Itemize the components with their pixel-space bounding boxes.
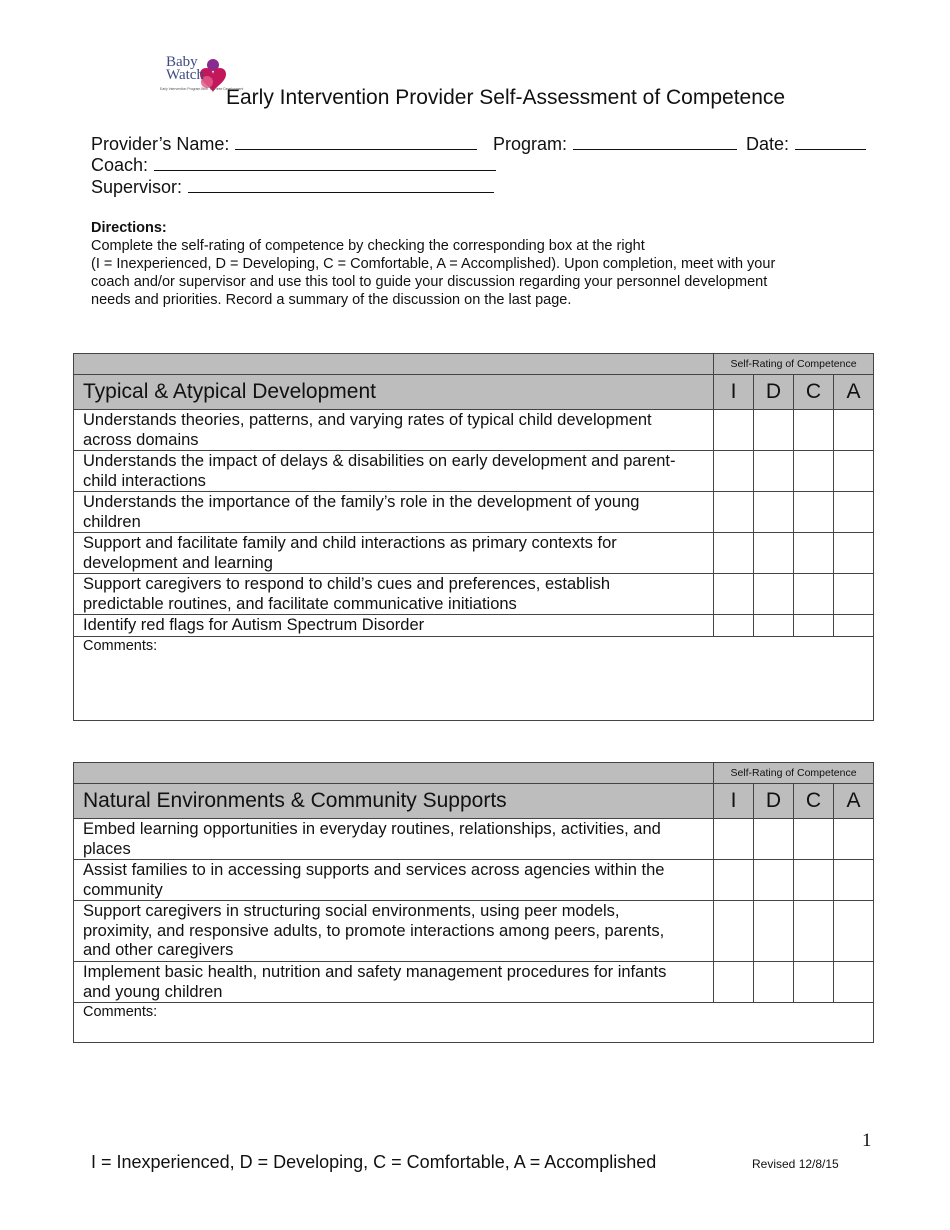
rating-box-c[interactable] [794,574,834,615]
date-label: Date: [746,134,790,154]
rating-box-c[interactable] [794,901,834,962]
rating-box-a[interactable] [834,901,874,962]
competency-item [74,451,714,492]
table-row [74,901,874,962]
rating-box-i[interactable] [714,451,754,492]
section-title: Natural Environments & Community Supports [74,784,714,819]
rating-box-d[interactable] [754,451,794,492]
rating-box-a[interactable] [834,860,874,901]
table-row [74,492,874,533]
coach-label: Coach: [91,155,149,175]
column-header-a: A [834,375,874,410]
supervisor-field[interactable] [91,177,494,198]
logo-tagline: Early Intervention Program Birth To Three Development [160,87,244,91]
rating-box-a[interactable] [834,962,874,1003]
coach-line[interactable] [154,155,496,171]
item-text: Identify red flags for Autism Spectrum Disorder [83,616,425,634]
comments-field[interactable] [74,1003,874,1043]
table-row [74,860,874,901]
directions-line: coach and/or supervisor and use this tool to guide your discussion regarding your personnel development [91,274,768,290]
item-text: Embed learning opportunities in everyday routines, relationships, activities, and [83,820,661,838]
rating-box-i[interactable] [714,962,754,1003]
rating-box-d[interactable] [754,574,794,615]
provider-name-label: Provider’s Name: [91,134,230,154]
page-number: 1 [862,1130,872,1151]
rating-box-c[interactable] [794,410,834,451]
date-line[interactable] [795,134,866,150]
rating-box-i[interactable] [714,533,754,574]
item-text: places [83,839,131,858]
date-field[interactable] [746,134,866,155]
rating-box-c[interactable] [794,615,834,637]
item-text: and other caregivers [83,941,234,959]
column-header-c: C [794,375,834,410]
item-text: Support and facilitate family and child interactions as primary contexts for [83,534,617,552]
section-natural-environments [73,762,874,1043]
rating-box-c[interactable] [794,819,834,860]
comments-field[interactable] [74,637,874,721]
table-row [74,615,874,637]
rating-box-d[interactable] [754,533,794,574]
competency-item [74,574,714,615]
comments-label: Comments: [83,638,158,654]
competency-item [74,860,714,901]
item-text: proximity, and responsive adults, to promote interactions among peers, parents, [83,921,665,940]
competency-item [74,819,714,860]
competency-item [74,962,714,1003]
program-line[interactable] [573,134,737,150]
rating-box-i[interactable] [714,615,754,637]
revised-date: Revised 12/8/15 [752,1157,839,1171]
rating-box-c[interactable] [794,860,834,901]
comments-label: Comments: [83,1004,158,1020]
item-text: across domains [83,430,199,449]
rating-box-a[interactable] [834,819,874,860]
rating-box-d[interactable] [754,615,794,637]
program-field[interactable] [493,134,737,155]
rating-box-a[interactable] [834,451,874,492]
rating-box-d[interactable] [754,819,794,860]
table-row [74,533,874,574]
item-text: Support caregivers to respond to child’s cues and preferences, establish [83,575,611,593]
column-header-i: I [714,375,754,410]
item-text: Implement basic health, nutrition and safety management procedures for infants [83,963,667,981]
provider-name-field[interactable] [91,134,477,155]
self-rating-label: Self-Rating of Competence [714,763,874,784]
item-text: Support caregivers in structuring social environments, using peer models, [83,902,620,920]
table-row [74,451,874,492]
rating-box-a[interactable] [834,574,874,615]
baby-watch-logo [160,54,244,100]
logo-text: Baby Watch [166,54,204,83]
table-row [74,819,874,860]
item-text: development and learning [83,553,273,572]
provider-name-line[interactable] [235,134,477,150]
table-row [74,574,874,615]
rating-box-a[interactable] [834,410,874,451]
competency-item [74,533,714,574]
rating-box-i[interactable] [714,574,754,615]
section-header-spacer [74,763,714,784]
item-text: predictable routines, and facilitate communicative initiations [83,594,517,613]
item-text: children [83,512,141,531]
rating-box-a[interactable] [834,492,874,533]
directions-heading: Directions: [91,220,167,236]
page-title: Early Intervention Provider Self-Assessment of Competence [226,86,786,109]
section-header-spacer [74,354,714,375]
rating-box-a[interactable] [834,533,874,574]
rating-box-d[interactable] [754,860,794,901]
rating-box-d[interactable] [754,962,794,1003]
directions-line: Complete the self-rating of competence by checking the corresponding box at the right [91,238,645,254]
item-text: community [83,880,163,899]
competency-item [74,615,714,637]
competency-item [74,410,714,451]
supervisor-label: Supervisor: [91,177,183,197]
item-text: Assist families to in accessing supports and services across agencies within the [83,861,665,879]
item-text: Understands the impact of delays & disabilities on early development and parent- [83,452,676,470]
supervisor-line[interactable] [188,177,494,193]
rating-box-i[interactable] [714,860,754,901]
column-header-d: D [754,784,794,819]
rating-box-i[interactable] [714,819,754,860]
section-title: Typical & Atypical Development [74,375,714,410]
item-text: child interactions [83,471,206,490]
item-text: Understands theories, patterns, and varying rates of typical child development [83,411,652,429]
program-label: Program: [493,134,568,154]
rating-box-c[interactable] [794,962,834,1003]
competency-item [74,492,714,533]
column-header-c: C [794,784,834,819]
item-text: Understands the importance of the family’s role in the development of young [83,493,640,511]
rating-box-i[interactable] [714,410,754,451]
column-header-i: I [714,784,754,819]
rating-box-a[interactable] [834,615,874,637]
section-typical-atypical-development [73,353,874,721]
table-row [74,410,874,451]
table-row [74,962,874,1003]
rating-box-c[interactable] [794,533,834,574]
rating-box-c[interactable] [794,451,834,492]
rating-box-d[interactable] [754,901,794,962]
column-header-d: D [754,375,794,410]
rating-box-i[interactable] [714,901,754,962]
rating-legend: I = Inexperienced, D = Developing, C = Comfortable, A = Accomplished [91,1152,657,1172]
self-rating-label: Self-Rating of Competence [714,354,874,375]
competency-item [74,901,714,962]
rating-box-d[interactable] [754,410,794,451]
coach-field[interactable] [91,155,496,176]
directions-line: needs and priorities. Record a summary of the discussion on the last page. [91,292,572,308]
rating-box-i[interactable] [714,492,754,533]
directions-line: (I = Inexperienced, D = Developing, C = Comfortable, A = Accomplished). Upon completion, meet with your [91,256,776,272]
rating-box-c[interactable] [794,492,834,533]
rating-box-d[interactable] [754,492,794,533]
directions-text [91,237,851,309]
item-text: and young children [83,982,223,1001]
column-header-a: A [834,784,874,819]
